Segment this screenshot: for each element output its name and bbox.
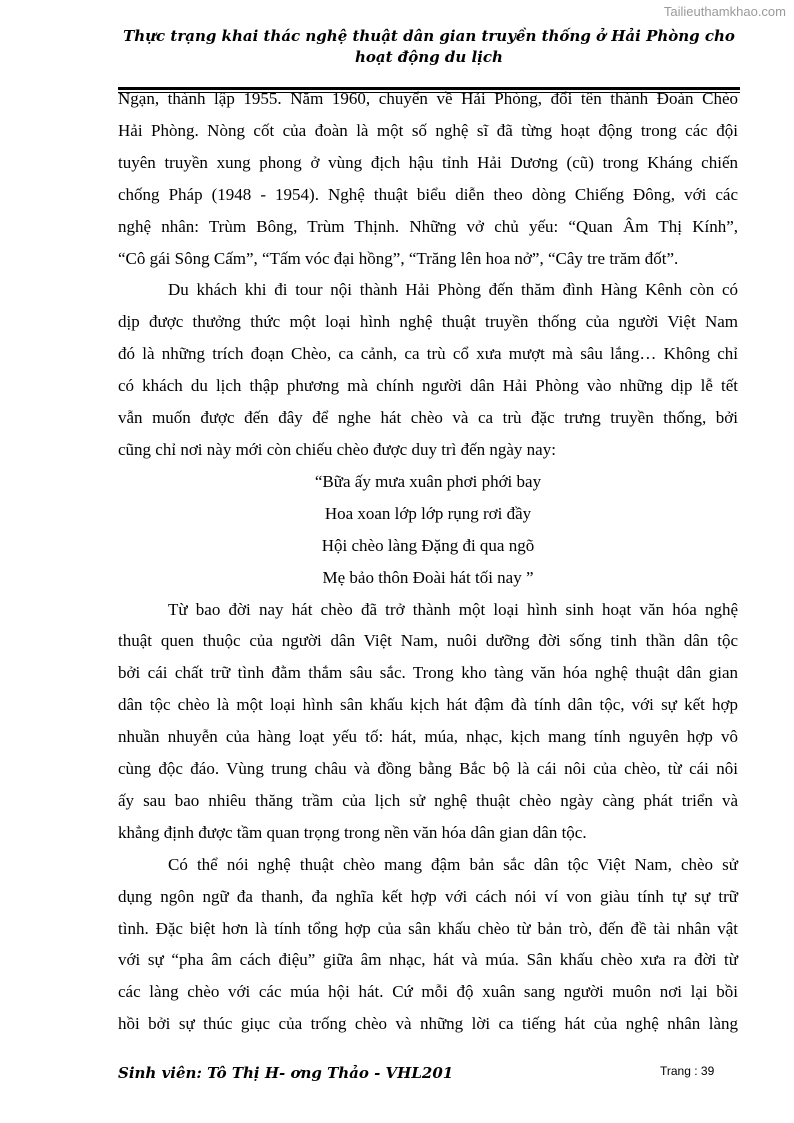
text-line: tình. Đặc biệt hơn là tính tổng hợp của sân khấu chèo từ bản trò, đến đề tài nhân vật	[118, 918, 738, 938]
poem-line: Hội chèo làng Đặng đi qua ngõ	[321, 535, 535, 555]
watermark: Tailieuthamkhao.com	[663, 4, 786, 19]
text-line: vẫn muốn được đến đây để nghe hát chèo và ca trù đặc trưng truyền thống, bởi	[118, 408, 738, 428]
running-header	[118, 26, 740, 68]
text-line: nghệ nhân: Trùm Bông, Trùm Thịnh. Những vở chủ yếu: “Quan Âm Thị Kính”,	[118, 216, 738, 236]
text-line: hồi bởi sự thúc giục của trống chèo và những lời ca tiếng hát của nghệ nhân làng	[118, 1014, 738, 1034]
text-line: dân tộc chèo là một loại hình sân khấu kịch hát đậm đà tính dân tộc, với sự kết hợp	[118, 695, 738, 715]
text-line: tuyên truyền xung phong ở vùng địch hậu tỉnh Hải Dương (cũ) trong Kháng chiến	[118, 152, 738, 172]
text-line: dụng ngôn ngữ đa thanh, đa nghĩa kết hợp với cách nói ví von giàu tính tự sự trữ	[118, 886, 738, 906]
poem-line: “Bữa ấy mưa xuân phơi phới bay	[314, 471, 542, 491]
text-line: dịp được thưởng thức một loại hình nghệ thuật truyền thống của người Việt Nam	[118, 312, 738, 332]
text-line: có khách du lịch thập phương mà chính người dân Hải Phòng vào những dịp lễ tết	[118, 376, 738, 396]
body-text	[118, 83, 738, 1040]
poem-line: Mẹ bảo thôn Đoài hát tối nay ”	[322, 567, 534, 587]
text-line: cùng độc đáo. Vùng trung châu và đồng bằng Bắc bộ là cái nôi của chèo, từ cái nôi	[118, 759, 738, 779]
text-line: “Cô gái Sông Cấm”, “Tấm vóc đại hồng”, “Trăng lên hoa nở”, “Cây tre trăm đốt”.	[118, 248, 679, 268]
text-line: thuật quen thuộc của người dân Việt Nam, nuôi dưỡng đời sống tinh thần dân tộc	[118, 631, 738, 651]
footer-author: Sinh viên: Tô Thị H- ơng Thảo - VHL201	[118, 1064, 454, 1082]
text-line: Có thể nói nghệ thuật chèo mang đậm bản sắc dân tộc Việt Nam, chèo sử	[168, 854, 738, 874]
poem-line: Hoa xoan lớp lớp rụng rơi đầy	[324, 503, 532, 523]
text-line: Du khách khi đi tour nội thành Hải Phòng đến thăm đình Hàng Kênh còn có	[168, 280, 738, 300]
header-title-line2: hoạt động du lịch	[355, 48, 503, 66]
page-number: Trang : 39	[660, 1064, 715, 1078]
text-line: bởi cái chất trữ tình đằm thắm sâu sắc. Trong kho tàng văn hóa nghệ thuật dân gian	[118, 663, 738, 683]
text-line: Hải Phòng. Nòng cốt của đoàn là một số nghệ sĩ đã từng hoạt động trong các đội	[118, 120, 738, 140]
text-line: cũng chỉ nơi này mới còn chiếu chèo được duy trì đến ngày nay:	[118, 439, 556, 459]
text-line: chống Pháp (1948 - 1954). Nghệ thuật biểu diễn theo dòng Chiếng Đông, với các	[118, 184, 738, 204]
text-line: đó là những trích đoạn Chèo, ca cảnh, ca trù cổ xưa mượt mà sâu lắng… Không chỉ	[118, 344, 738, 364]
text-line: Ngạn, thành lập 1955. Năm 1960, chuyển về Hải Phòng, đổi tên thành Đoàn Chèo	[118, 89, 738, 108]
header-title-line1: Thực trạng khai thác nghệ thuật dân gian truyền thống ở Hải Phòng cho	[123, 27, 735, 45]
text-line: các làng chèo với các múa hội hát. Cứ mỗi độ xuân sang người muôn nơi lại bồi	[118, 982, 738, 1002]
text-line: Từ bao đời nay hát chèo đã trở thành một loại hình sinh hoạt văn hóa nghệ	[168, 599, 738, 619]
text-line: khẳng định được tầm quan trọng trong nền văn hóa dân gian dân tộc.	[118, 822, 587, 842]
text-line: ấy sau bao nhiêu thăng trầm của lịch sử nghệ thuật chèo ngày càng phát triển và	[118, 790, 738, 810]
text-line: với sự “pha âm cách điệu” giữa âm nhạc, hát và múa. Sân khấu chèo xưa ra đời từ	[118, 950, 738, 970]
text-line: nhuần nhuyễn của hàng loạt yếu tố: hát, múa, nhạc, kịch mang tính nguyên hợp vô	[118, 727, 738, 747]
